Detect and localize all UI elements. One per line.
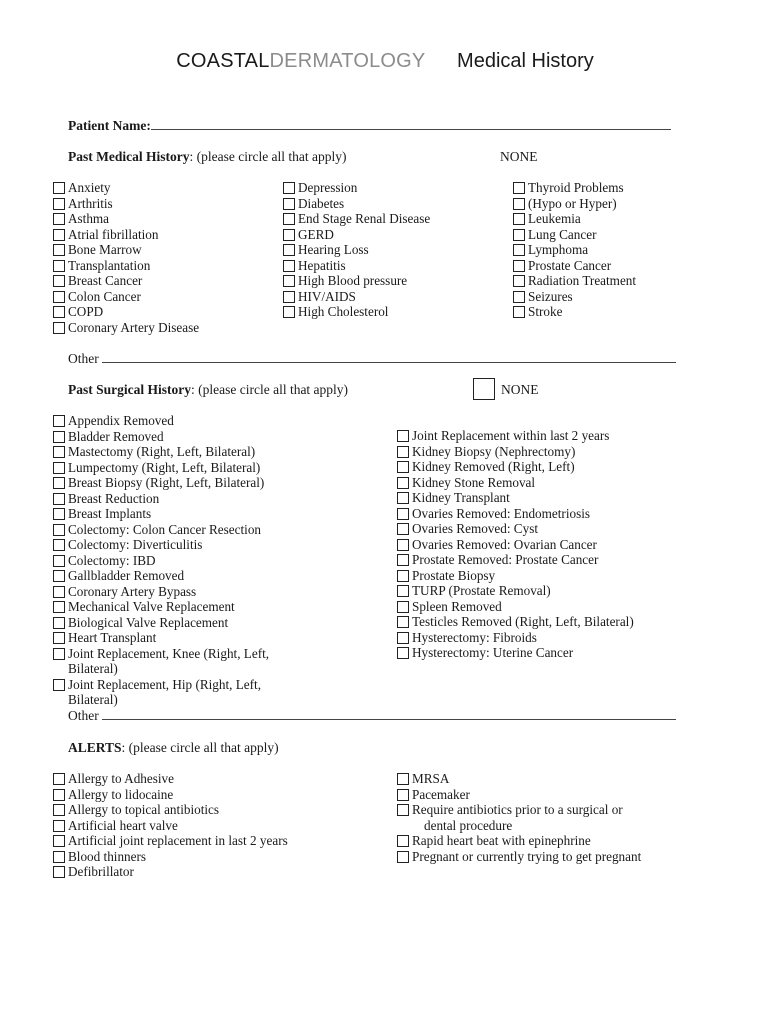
checklist-item[interactable]	[397, 787, 641, 803]
surgical-other-field[interactable]	[102, 708, 676, 720]
checklist-item[interactable]	[53, 444, 293, 460]
checkbox-icon[interactable]	[53, 789, 65, 801]
checkbox-icon[interactable]	[397, 632, 409, 644]
checklist-item-label: Ovaries Removed: Cyst	[412, 521, 538, 536]
checklist-item[interactable]	[397, 506, 634, 522]
checklist-item[interactable]	[397, 599, 634, 615]
checkbox-icon[interactable]	[397, 647, 409, 659]
checklist-item[interactable]	[53, 320, 199, 336]
medical-history-column-3	[513, 180, 636, 320]
checkbox-icon[interactable]	[53, 804, 65, 816]
checkbox-icon[interactable]	[53, 570, 65, 582]
surgical-history-column-1	[53, 413, 293, 708]
checklist-item-label: Prostate Biopsy	[412, 567, 496, 583]
checkbox-icon[interactable]	[283, 291, 295, 303]
checkbox-icon[interactable]	[397, 430, 409, 442]
checkbox-icon[interactable]	[397, 835, 409, 847]
checkbox-icon[interactable]	[397, 601, 409, 613]
checklist-item[interactable]	[397, 521, 634, 537]
checkbox-icon[interactable]	[53, 322, 65, 334]
checkbox-icon[interactable]	[53, 291, 65, 303]
checklist-item[interactable]	[53, 475, 293, 491]
checklist-item[interactable]	[53, 864, 288, 880]
checklist-item[interactable]	[397, 490, 634, 506]
checklist-item[interactable]	[397, 645, 634, 661]
checkbox-icon[interactable]	[513, 306, 525, 318]
checkbox-icon[interactable]	[53, 632, 65, 644]
checklist-item[interactable]	[53, 615, 293, 631]
checklist-item[interactable]	[53, 196, 199, 212]
checkbox-icon[interactable]	[53, 648, 65, 660]
checkbox-icon[interactable]	[283, 213, 295, 225]
checklist-item[interactable]	[513, 258, 636, 274]
checkbox-icon[interactable]	[53, 182, 65, 194]
patient-name-label: Patient Name:	[68, 118, 151, 133]
checklist-item-label: Seizures	[528, 288, 573, 304]
checkbox-icon[interactable]	[397, 616, 409, 628]
checklist-item[interactable]	[53, 553, 293, 569]
checklist-item[interactable]	[53, 677, 293, 708]
checklist-item[interactable]	[283, 196, 430, 212]
checklist-item-label: Prostate Removed: Prostate Cancer	[412, 552, 599, 567]
checklist-item[interactable]	[397, 475, 634, 491]
checklist-item[interactable]	[53, 180, 199, 196]
checklist-item-label: Defibrillator	[68, 864, 134, 879]
checkbox-icon[interactable]	[53, 260, 65, 272]
brand-logo-coastal: COASTAL	[176, 50, 270, 72]
checkbox-icon[interactable]	[53, 508, 65, 520]
checklist-item[interactable]	[53, 273, 199, 289]
checklist-item-label: Ovaries Removed: Ovarian Cancer	[412, 536, 597, 552]
checkbox-icon[interactable]	[397, 461, 409, 473]
checklist-item-label: Coronary Artery Disease	[68, 319, 200, 335]
checklist-item[interactable]	[513, 242, 636, 258]
checkbox-icon[interactable]	[53, 198, 65, 210]
medical-other-field[interactable]	[102, 351, 676, 363]
checklist-item[interactable]	[397, 630, 634, 646]
checklist-item[interactable]	[53, 802, 288, 818]
checkbox-icon[interactable]	[53, 462, 65, 474]
checklist-item-label: Hearing Loss	[298, 242, 369, 257]
checklist-item-label: Radiation Treatment	[528, 273, 637, 288]
checklist-item[interactable]	[53, 771, 288, 787]
surgical-none-checkbox-icon[interactable]	[473, 378, 495, 400]
checklist-item[interactable]	[53, 849, 288, 865]
medical-history-none-label: NONE	[500, 149, 538, 164]
checklist-item-label: Leukemia	[528, 211, 581, 226]
checklist-item-label: Artificial joint replacement in last 2 years	[68, 833, 288, 848]
checkbox-icon[interactable]	[397, 508, 409, 520]
checklist-item[interactable]	[397, 537, 634, 553]
checklist-item-label: Lymphoma	[528, 242, 589, 257]
checkbox-icon[interactable]	[53, 275, 65, 287]
checkbox-icon[interactable]	[53, 820, 65, 832]
checklist-item[interactable]	[53, 304, 199, 320]
checklist-item[interactable]	[513, 227, 636, 243]
checklist-item[interactable]	[283, 304, 430, 320]
checklist-item[interactable]	[53, 413, 293, 429]
checkbox-icon[interactable]	[283, 198, 295, 210]
checklist-item-label: Testicles Removed (Right, Left, Bilateral)	[412, 614, 634, 629]
checklist-item-label: Kidney Removed (Right, Left)	[412, 459, 575, 474]
checklist-item[interactable]	[53, 227, 199, 243]
checkbox-icon[interactable]	[397, 523, 409, 535]
checklist-item[interactable]	[283, 211, 430, 227]
checklist-item[interactable]	[513, 289, 636, 305]
checklist-item-label: Anxiety	[68, 180, 111, 195]
checkbox-icon[interactable]	[53, 306, 65, 318]
checklist-item-label: Allergy to Adhesive	[68, 771, 174, 786]
checklist-item[interactable]	[53, 537, 293, 553]
checkbox-icon[interactable]	[53, 866, 65, 878]
surgical-other-row	[68, 708, 676, 724]
checklist-item-label: Breast Reduction	[68, 490, 160, 506]
checklist-item[interactable]	[397, 428, 634, 444]
checkbox-icon[interactable]	[397, 851, 409, 863]
checklist-item-label: Ovaries Removed: Endometriosis	[412, 505, 590, 521]
checklist-item-label: Atrial fibrillation	[68, 226, 159, 242]
checkbox-icon[interactable]	[53, 229, 65, 241]
checklist-item-label: Stroke	[528, 304, 563, 319]
document-header	[0, 48, 770, 74]
checkbox-icon[interactable]	[397, 789, 409, 801]
checklist-item[interactable]	[513, 180, 636, 196]
checklist-item[interactable]	[53, 460, 293, 476]
checklist-item[interactable]	[53, 491, 293, 507]
checkbox-icon[interactable]	[513, 291, 525, 303]
checklist-item[interactable]	[397, 568, 634, 584]
checklist-item[interactable]	[53, 646, 293, 677]
checklist-item[interactable]	[397, 444, 634, 460]
checklist-item-label: Breast Cancer	[68, 273, 143, 288]
checklist-item-label: Kidney Biopsy (Nephrectomy)	[412, 443, 576, 459]
document-title: Medical History	[457, 50, 594, 72]
checkbox-icon[interactable]	[53, 524, 65, 536]
checkbox-icon[interactable]	[513, 229, 525, 241]
checklist-item[interactable]	[53, 242, 199, 258]
checklist-item-label: Joint Replacement, Hip (Right, Left, Bilateral)	[68, 676, 262, 707]
checklist-item-label: Thyroid Problems	[528, 180, 624, 195]
checklist-item[interactable]	[397, 552, 634, 568]
checklist-item-label: Appendix Removed	[68, 413, 174, 428]
checklist-item-label: Breast Implants	[68, 506, 152, 521]
checklist-item[interactable]	[53, 787, 288, 803]
checklist-item[interactable]	[53, 506, 293, 522]
checklist-item-label: Colectomy: Colon Cancer Resection	[68, 521, 262, 537]
checklist-item-label: Breast Biopsy (Right, Left, Bilateral)	[68, 475, 265, 490]
checkbox-icon[interactable]	[53, 477, 65, 489]
checkbox-icon[interactable]	[283, 275, 295, 287]
medical-history-heading: Past Medical History: (please circle all that apply)	[68, 149, 347, 164]
surgical-history-heading: Past Surgical History: (please circle all that apply)	[68, 382, 349, 397]
checkbox-icon[interactable]	[53, 555, 65, 567]
checklist-item[interactable]	[513, 211, 636, 227]
medical-other-row	[68, 351, 676, 367]
medical-other-label: Other	[68, 351, 99, 366]
checklist-item-label: Bone Marrow	[68, 242, 142, 257]
checklist-item[interactable]	[397, 583, 634, 599]
checklist-item-label: Blood thinners	[68, 848, 147, 864]
checklist-item-label: End Stage Renal Disease	[298, 211, 431, 226]
checklist-item[interactable]	[283, 227, 430, 243]
checkbox-icon[interactable]	[513, 275, 525, 287]
checklist-item-label: Diabetes	[298, 195, 345, 211]
checkbox-icon[interactable]	[397, 446, 409, 458]
checklist-item-label: Artificial heart valve	[68, 817, 178, 833]
checkbox-icon[interactable]	[53, 679, 65, 691]
checklist-item[interactable]	[53, 818, 288, 834]
checklist-item-label: TURP (Prostate Removal)	[412, 583, 551, 598]
checkbox-icon[interactable]	[53, 835, 65, 847]
checklist-item[interactable]	[397, 833, 641, 849]
checkbox-icon[interactable]	[53, 539, 65, 551]
checkbox-icon[interactable]	[53, 431, 65, 443]
checklist-item-label: Hysterectomy: Fibroids	[412, 629, 537, 645]
checkbox-icon[interactable]	[397, 492, 409, 504]
checkbox-icon[interactable]	[53, 446, 65, 458]
checkbox-icon[interactable]	[283, 182, 295, 194]
checklist-item-label: Pacemaker	[412, 786, 470, 802]
checklist-item-label: Pregnant or currently trying to get pregnant	[412, 848, 642, 864]
checklist-item-label: Prostate Cancer	[528, 257, 612, 273]
checklist-item[interactable]	[397, 459, 634, 475]
checklist-item[interactable]	[513, 273, 636, 289]
checkbox-icon[interactable]	[53, 244, 65, 256]
checkbox-icon[interactable]	[397, 804, 409, 816]
checklist-item-label: Coronary Artery Bypass	[68, 583, 197, 599]
checklist-item[interactable]: Require antibiotics prior to a surgical or dental procedure	[397, 802, 641, 833]
surgical-history-column-2	[397, 428, 634, 661]
checklist-item-label: Allergy to lidocaine	[68, 786, 174, 802]
checkbox-icon[interactable]	[513, 198, 525, 210]
checkbox-icon[interactable]	[53, 213, 65, 225]
checklist-item-label: Colectomy: Diverticulitis	[68, 537, 203, 552]
checkbox-icon[interactable]	[53, 493, 65, 505]
medical-history-column-2	[283, 180, 430, 320]
patient-name-field[interactable]	[151, 118, 671, 130]
checklist-item-label: Joint Replacement within last 2 years	[412, 428, 610, 443]
patient-name-row	[68, 118, 671, 134]
checklist-item-label: High Cholesterol	[298, 304, 389, 319]
checklist-item-label: Heart Transplant	[68, 630, 157, 645]
checklist-item-label: Depression	[298, 180, 358, 195]
checklist-item-label: Joint Replacement, Knee (Right, Left, Bilateral)	[68, 645, 270, 676]
checklist-item-label: GERD	[298, 226, 334, 242]
checklist-item[interactable]	[283, 258, 430, 274]
checkbox-icon[interactable]	[397, 585, 409, 597]
checkbox-icon[interactable]	[283, 229, 295, 241]
checklist-item-label: Rapid heart beat with epinephrine	[412, 833, 591, 848]
checklist-item[interactable]	[53, 522, 293, 538]
checkbox-icon[interactable]	[53, 601, 65, 613]
checkbox-icon[interactable]	[53, 415, 65, 427]
checklist-item[interactable]	[53, 833, 288, 849]
checkbox-icon[interactable]	[397, 539, 409, 551]
checklist-item[interactable]	[53, 630, 293, 646]
checkbox-icon[interactable]	[53, 586, 65, 598]
checklist-item-label: Gallbladder Removed	[68, 568, 185, 583]
checklist-item-label: Asthma	[68, 211, 110, 226]
checkbox-icon[interactable]	[513, 260, 525, 272]
checklist-item-label: High Blood pressure	[298, 273, 408, 288]
checklist-item[interactable]	[53, 258, 199, 274]
checkbox-icon[interactable]	[53, 617, 65, 629]
checklist-item-label: Colon Cancer	[68, 288, 141, 304]
checklist-item-label: Transplantation	[68, 257, 151, 273]
checklist-item[interactable]	[53, 568, 293, 584]
checkbox-icon[interactable]	[513, 244, 525, 256]
checkbox-icon[interactable]	[397, 570, 409, 582]
checklist-item-label: Kidney Transplant	[412, 490, 510, 505]
checklist-item-label: HIV/AIDS	[298, 288, 356, 304]
checkbox-icon[interactable]	[513, 182, 525, 194]
checkbox-icon[interactable]	[397, 773, 409, 785]
checklist-item-label: (Hypo or Hyper)	[528, 195, 617, 211]
checklist-item-label: MRSA	[412, 771, 450, 786]
checklist-item-label: Bladder Removed	[68, 428, 164, 444]
checklist-item[interactable]	[397, 614, 634, 630]
checkbox-icon[interactable]	[397, 477, 409, 489]
checklist-item-label: Biological Valve Replacement	[68, 614, 229, 630]
checklist-item-label: Lung Cancer	[528, 226, 597, 242]
brand-logo-dermatology: DERMATOLOGY	[269, 50, 426, 72]
checklist-item-label: Hysterectomy: Uterine Cancer	[412, 645, 574, 660]
medical-history-column-1	[53, 180, 199, 335]
surgical-history-none-label: NONE	[501, 382, 539, 397]
checklist-item[interactable]	[283, 180, 430, 196]
checkbox-icon[interactable]	[283, 244, 295, 256]
checklist-item[interactable]	[53, 289, 199, 305]
checklist-item-label: Mastectomy (Right, Left, Bilateral)	[68, 444, 256, 459]
checklist-item[interactable]	[283, 242, 430, 258]
checkbox-icon[interactable]	[283, 306, 295, 318]
alerts-heading: ALERTS: (please circle all that apply)	[68, 740, 279, 755]
checklist-item[interactable]	[397, 771, 641, 787]
checkbox-icon[interactable]	[397, 554, 409, 566]
checklist-item[interactable]	[53, 429, 293, 445]
checkbox-icon[interactable]	[53, 773, 65, 785]
checkbox-icon[interactable]	[513, 213, 525, 225]
checklist-item[interactable]	[53, 584, 293, 600]
checkbox-icon[interactable]	[283, 260, 295, 272]
checklist-item[interactable]	[513, 304, 636, 320]
surgical-other-label: Other	[68, 708, 99, 723]
alerts-column-2	[397, 771, 641, 864]
checklist-item-label: Lumpectomy (Right, Left, Bilateral)	[68, 459, 261, 475]
checklist-item-label: Spleen Removed	[412, 598, 502, 614]
checklist-item-label: Allergy to topical antibiotics	[68, 802, 220, 817]
checklist-item-label: Arthritis	[68, 195, 113, 211]
checklist-item[interactable]	[53, 599, 293, 615]
checklist-item[interactable]	[513, 196, 636, 212]
checklist-item[interactable]	[397, 849, 641, 865]
alerts-column-1	[53, 771, 288, 880]
checklist-item[interactable]	[283, 289, 430, 305]
checklist-item-label: Hepatitis	[298, 257, 346, 273]
checklist-item[interactable]	[53, 211, 199, 227]
checkbox-icon[interactable]	[53, 851, 65, 863]
checklist-item-label: Colectomy: IBD	[68, 552, 156, 568]
checklist-item-label: COPD	[68, 304, 104, 319]
checklist-item[interactable]	[283, 273, 430, 289]
checklist-item-label: Mechanical Valve Replacement	[68, 599, 235, 614]
checklist-item-label: Kidney Stone Removal	[412, 474, 536, 490]
